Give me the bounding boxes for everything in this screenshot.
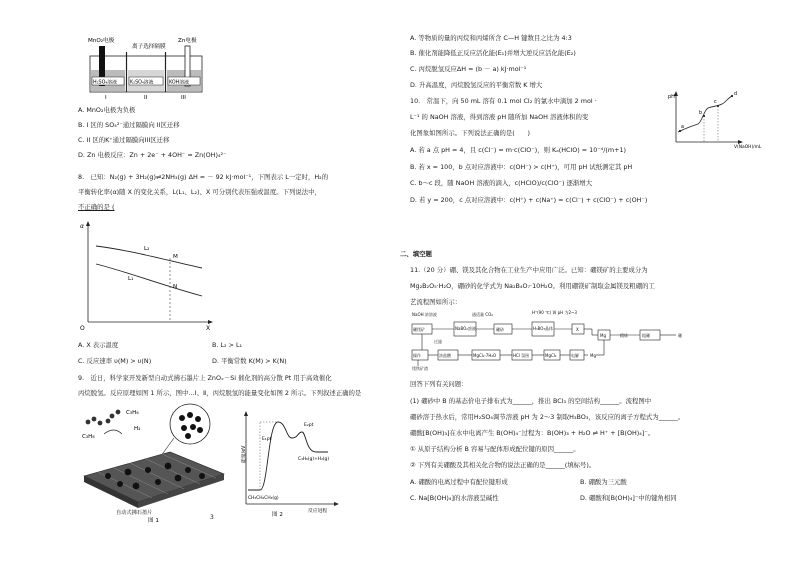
q10-y-label: pH — [668, 94, 675, 100]
q10-option-c: C. b～c 段，随 NaOH 溶液的滴入，c(HClO)/c(ClO⁻) 逐渐增大 — [410, 179, 593, 187]
q8-stem-line1: 8. 已知：N₂(g) + 3H₂(g)⇌2NH₃(g) ΔH = － 92 kJ·mol⁻¹，下图表示 L一定时，H₂的 — [78, 173, 329, 181]
q8-conversion-graph — [78, 218, 218, 330]
q10-stem-line2: L⁻¹ 的 NaOH 溶液，得到溶液 pH 随所加 NaOH 溶液体积的变 — [410, 113, 589, 121]
q8-x-label: X — [206, 325, 211, 332]
flow-borax: 硼砂 — [496, 327, 504, 332]
flow-cond: H⁺(90 ℃) 调 pH 为2~3 — [532, 310, 577, 315]
flow-nabo2: NaBO₂溶液 — [455, 326, 476, 331]
q10-stem-line1: 10. 常温下，向 50 mL 溶有 0.1 mol Cl₂ 的氯水中滴加 2 mol · — [410, 97, 597, 105]
q8-l2-label: L₂ — [144, 246, 150, 252]
cell-solution-2: K₂SO₄溶液 — [130, 80, 154, 86]
electrolytic-cell-figure — [88, 34, 208, 100]
fig2-e1: E₁pt — [262, 437, 272, 442]
q8-stem-line3: 不正确的是 ( — [78, 203, 115, 211]
cell-solution-3: KOH溶液 — [169, 80, 189, 86]
q8-m-label: M — [173, 254, 178, 260]
flow-ore: 硼镁矿 — [413, 327, 425, 332]
q9-figure2-energy — [232, 408, 344, 518]
flow-mgcl2: MgCl₂ — [545, 353, 557, 358]
q11-option-c: C. Na[B(OH)₄]的水溶液呈碱性 — [410, 494, 499, 502]
section-title-fill-in: 二、填空题 — [400, 250, 432, 258]
q7-option-c: C. II 区的K⁺通过隔膜向III区迁移 — [78, 136, 170, 144]
cell-label-zn: Zn电极 — [178, 38, 197, 44]
q11-part1-line2: 硼砂溶于热水后，常用H₂SO₄调节溶液 pH 为 2～3 制取H₃BO₃，该反应的离子方程式为______。 — [410, 413, 685, 421]
q11-stem-line1: 11.（20 分）硼、镁及其化合物在工业生产中应用广泛。已知：硼镁矿的主要成分为 — [410, 266, 648, 274]
q11-part1-sub1: ① 从原子结构分析 B 容易与配体形成配位键的原因______。 — [410, 445, 580, 453]
q10-ph-graph — [668, 90, 768, 148]
flow-naoh: NaOH 浓溶液 — [412, 312, 437, 317]
q11-stem-line2: Mg₂B₂O₅·H₂O，硼砂的化学式为 Na₂B₄O₇·10H₂O。利用硼镁矿制取金属镁及粗硼的工 — [410, 282, 655, 290]
flow-filter: 过滤 — [434, 339, 442, 344]
flow-crude: 粗硼 — [642, 333, 650, 338]
q9-figure1-catalyst — [78, 402, 228, 524]
q8-option-d: D. 平衡常数 K(M) > K(N) — [212, 357, 287, 365]
q9-option-d: D. 升高温度，丙烷脱氢反应的平衡常数 K 增大 — [410, 81, 543, 89]
q11-part1-sub2: ② 下列有关硼酸及其相关化合物的说法正确的是______(填标号)。 — [410, 461, 596, 469]
flow-mg: Mg — [600, 333, 606, 338]
q8-stem-line2: 平衡转化率(α)随 X 的变化关系，L(L₁、L₂)、X 可分别代表压强或温度。下列说法中， — [78, 188, 321, 196]
q10-option-b: B. 若 x = 100，b 点对应溶液中：c(OH⁻) > c(H⁺)，可用 pH 试纸测定其 pH — [410, 163, 633, 171]
flow-conc: 浓盐酸 — [439, 353, 451, 358]
q8-option-a: A. X 表示温度 — [78, 341, 119, 349]
q8-option-b: B. L₂ > L₁ — [212, 341, 243, 349]
q9-stem-line1: 9. 近日，科学家开发新型自动式拂石墨片上 ZnOₓ－Si 催化剂的高分散 Pt 用于高效催化 — [78, 374, 332, 382]
fig2-e2: E₂pt — [304, 423, 314, 428]
fig1-h2: H₂ — [134, 426, 141, 432]
cell-region-2: II — [144, 95, 148, 101]
flow-treat: 操作 — [413, 353, 421, 358]
q8-l1-label: L₁ — [128, 276, 134, 282]
flow-refine: 精炼 — [620, 333, 628, 338]
fig2-product: C₃H₆(g)+H₂(g) — [298, 457, 330, 462]
q11-option-b: B. 硼酸为三元酸 — [580, 478, 627, 486]
flow-mgcl2-hydrate: MgCl₂·7H₂O — [473, 353, 497, 358]
q11-stem-line3: 艺流程图如所示： — [410, 298, 462, 306]
q8-y-label: α — [80, 223, 84, 230]
q10-stem-line3: 化图象如图所示。下列说法正确的是( ) — [410, 129, 531, 137]
page-number: 3 — [210, 514, 214, 521]
q10-x-label: V(NaOH)/mL — [734, 145, 762, 150]
fig1-label: 图 1 — [148, 518, 159, 524]
cell-solution-1: H₂SO₄溶液 — [93, 80, 117, 86]
q11-answer-prompt: 回答下列有关问题： — [410, 380, 468, 388]
fig2-label: 图 2 — [272, 512, 283, 518]
fig2-x-label: 反应进程 — [308, 509, 328, 514]
flow-x: X — [576, 327, 579, 332]
q9-option-c: C. 丙烷脱氢反应ΔH = (b － a) kJ·mol⁻¹ — [410, 65, 527, 73]
q11-option-a: A. 硼酸的电离过程中有配位键形成 — [410, 478, 508, 486]
fig1-c3h6: C₃H₆ — [126, 410, 139, 416]
q8-n-label: N — [173, 284, 178, 290]
flow-co2: 通适量 CO₂ — [472, 312, 493, 317]
exam-sheet — [42, 28, 778, 548]
cell-region-3: III — [181, 95, 186, 101]
cell-region-1: I — [105, 95, 107, 101]
q10-point-d: d — [734, 92, 738, 97]
q9-option-a: A. 等物质的量的丙烷和丙烯所含 C—H 键数目之比为 4:3 — [410, 34, 572, 42]
q8-option-c: C. 反应速率 υ(M) > υ(N) — [78, 357, 152, 365]
q9-stem-line2: 丙烷脱氢。反应原理如图 1 所示，图中…Ⅰ、Ⅱ，丙烷脱氢的能量变化如图 2 所示。下列叙述正确的是 — [78, 389, 362, 397]
q10-point-b: b — [699, 111, 703, 116]
fig1-caption: 自动式拂石墨片 — [116, 510, 153, 516]
flow-h3bo3: H₃BO₃晶体 — [533, 326, 554, 331]
q11-process-flowchart — [410, 310, 710, 372]
q7-option-b: B. I 区的 SO₄²⁻通过隔膜向 II区迁移 — [78, 121, 180, 129]
flow-hcl: HCl 氛围 — [513, 353, 530, 358]
q9-option-b: B. 催化剂能降低正反应活化能(E₁)并增大逆反应活化能(E₂) — [410, 49, 576, 57]
q10-point-a: a — [681, 125, 684, 130]
cell-label-membrane: 离子选择隔膜 — [132, 44, 166, 50]
q11-option-d: D. 硼酸和[B(OH)₄]⁻中的键角相同 — [580, 494, 677, 502]
fig1-c3h8: C₃H₈ — [82, 434, 95, 440]
cell-label-mno2: MnO₂电极 — [88, 38, 115, 44]
fig2-y-label: 能量/eV — [242, 445, 247, 463]
q10-option-d: D. 若 y = 200，c 点对应溶液中：c(H⁺) + c(Na⁺) = c(Cl⁻) + c(ClO⁻) + c(OH⁻) — [410, 196, 648, 204]
fig2-reactant: CH₃CH₂CH₃(g) — [248, 496, 279, 501]
flow-elec: 电解 — [571, 353, 579, 358]
q7-option-a: A. MnO₂电极为负极 — [78, 106, 136, 114]
flow-boron: 硼 — [678, 333, 682, 338]
q7-option-d: D. Zn 电极反应：Zn + 2e⁻ + 4OH⁻ = Zn(OH)₄²⁻ — [78, 151, 227, 159]
q11-part1-line1: (1) 硼砂中 B 的基态价电子排布式为______，推出 BCl₃ 的空间结构______。流程图中 — [410, 397, 652, 405]
q10-point-c: c — [714, 100, 717, 105]
flow-mg2: Mg — [590, 353, 596, 358]
flow-slag: 镁铁矿渣 — [412, 366, 428, 371]
q11-part1-line3: 硼酸[B(OH)₃]在水中电离产生 B(OH)₄⁻过程为：B(OH)₃ + H₂O ⇌ H⁺ + [B(OH)₄]⁻。 — [410, 429, 655, 437]
q8-origin: O — [80, 325, 85, 332]
q10-option-a: A. 若 a 点 pH = 4，且 c(Cl⁻) = m·c(ClO⁻)，则 Kₐ(HClO) = 10⁻⁴/(m+1) — [410, 146, 627, 154]
